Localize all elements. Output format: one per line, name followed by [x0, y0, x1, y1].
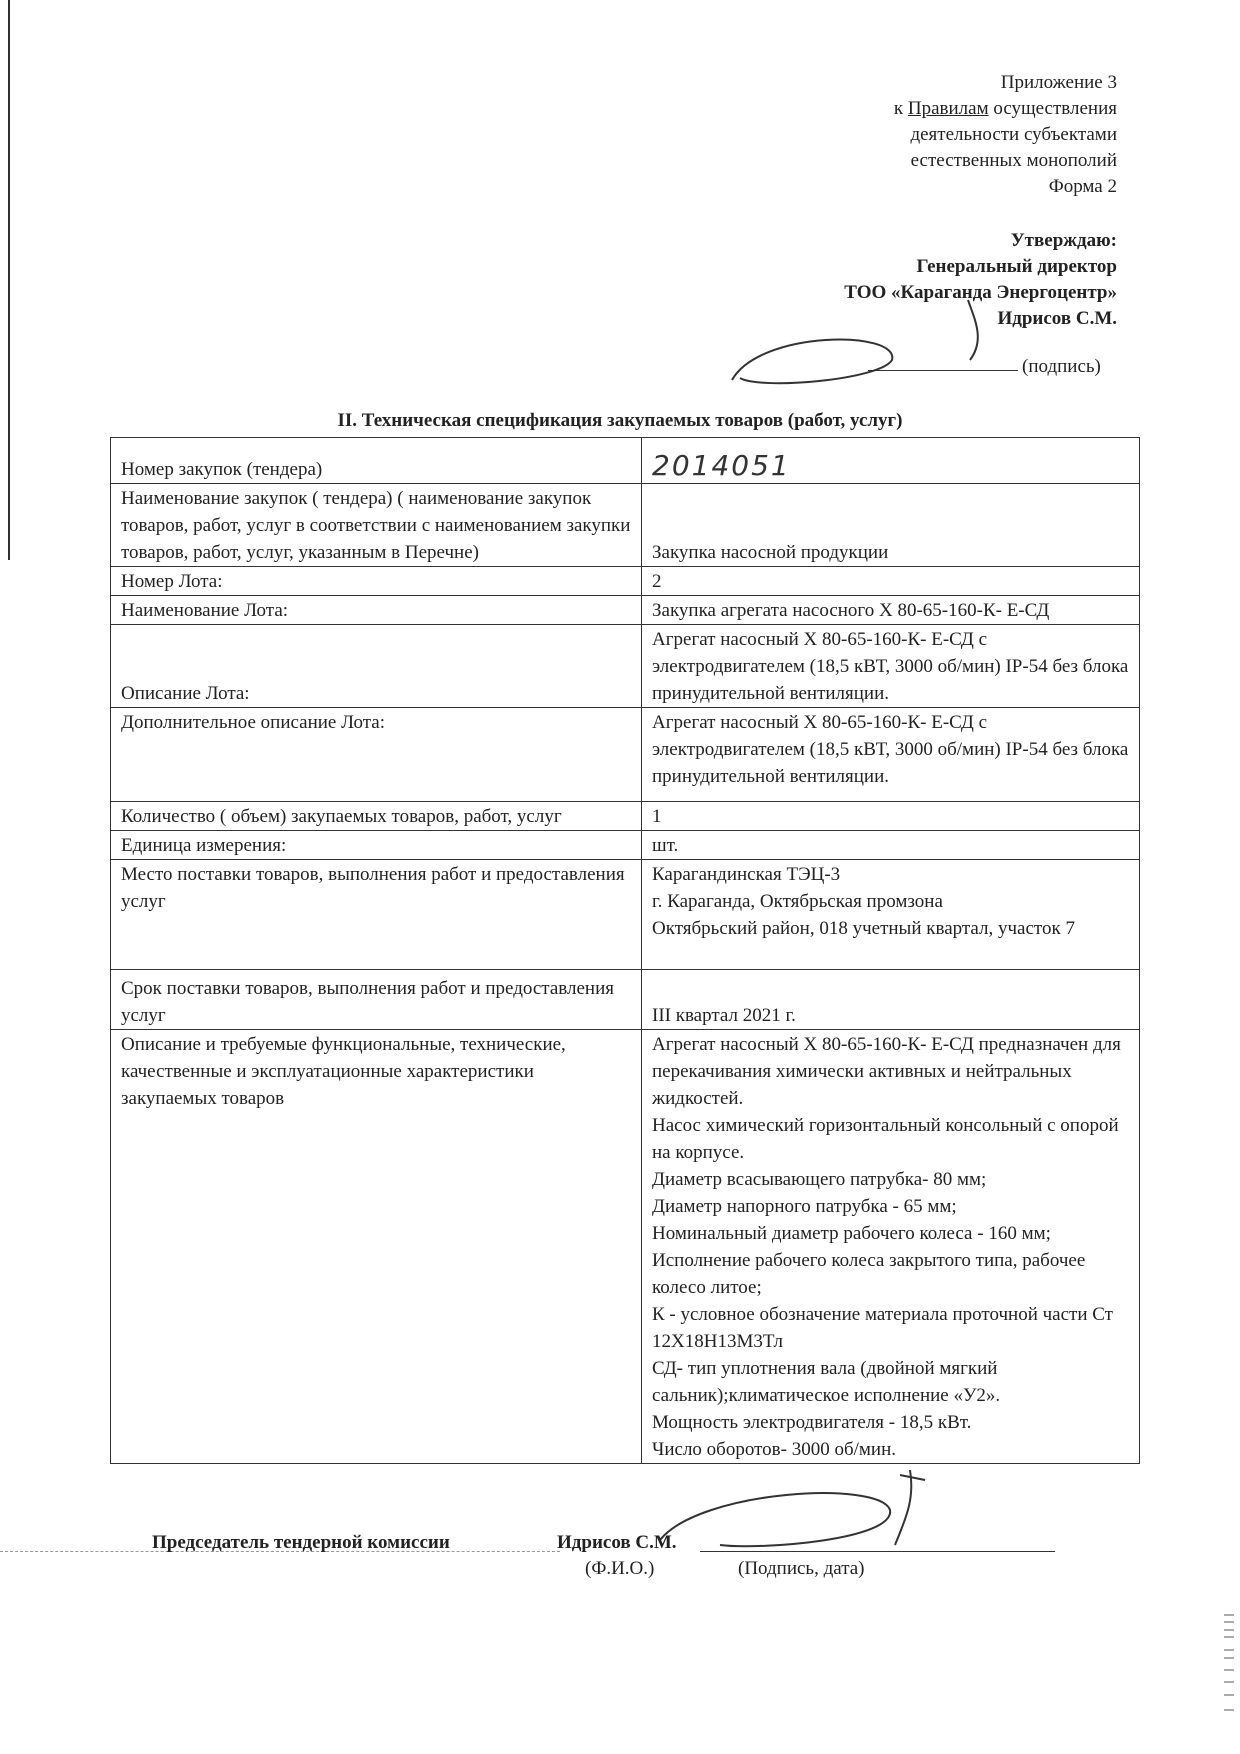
row-label: Описание Лота:: [111, 625, 642, 708]
table-row: [111, 625, 1140, 708]
table-row: [111, 1030, 1140, 1464]
row-value: III квартал 2021 г.: [642, 970, 1140, 1030]
approval-line-3: ТОО «Караганда Энергоцентр»: [844, 282, 1117, 303]
row-label: Количество ( объем) закупаемых товаров, работ, услуг: [111, 802, 642, 831]
table-row: [111, 860, 1140, 970]
spec-line: Номинальный диаметр рабочего колеса - 160 мм;: [652, 1223, 1051, 1244]
row-label: Номер Лота:: [111, 567, 642, 596]
row-label: Срок поставки товаров, выполнения работ и предоставления услуг: [111, 970, 642, 1030]
row-label: Место поставки товаров, выполнения работ и предоставления услуг: [111, 860, 642, 970]
row-value: шт.: [642, 831, 1140, 860]
row-value: [642, 1030, 1140, 1464]
chair-label: Председатель тендерной комиссии: [152, 1532, 450, 1553]
appendix-line-4: естественных монополий: [910, 150, 1117, 171]
table-row: [111, 596, 1140, 625]
row-label: Описание и требуемые функциональные, технические, качественные и эксплуатационные характеристики закупаемых товаров: [111, 1030, 642, 1464]
table-row: [111, 802, 1140, 831]
row-value: Закупка насосной продукции: [642, 484, 1140, 567]
row-label: Единица измерения:: [111, 831, 642, 860]
fio-caption: (Ф.И.О.): [585, 1558, 655, 1579]
spec-line: Насос химический горизонтальный консольный с опорой на корпусе.: [652, 1115, 1119, 1163]
spec-line: Диаметр напорного патрубка - 65 мм;: [652, 1196, 957, 1217]
table-row: [111, 831, 1140, 860]
signature-date-caption: (Подпись, дата): [738, 1558, 865, 1579]
table-row: [111, 708, 1140, 802]
appendix-prefix: к: [893, 98, 908, 119]
row-value: 2: [642, 567, 1140, 596]
spec-title: II. Техническая спецификация закупаемых товаров (работ, услуг): [337, 410, 903, 431]
handwritten-tender-number: 2014051: [652, 449, 791, 482]
spec-line: Мощность электродвигателя - 18,5 кВт.: [652, 1412, 972, 1433]
spec-line: К - условное обозначение материала проточной части Ст 12Х18Н13М3Тл: [652, 1304, 1113, 1352]
chair-name: Идрисов С.М.: [557, 1532, 677, 1553]
delivery-place-line: г. Караганда, Октябрьская промзона: [652, 891, 943, 912]
table-row: [111, 970, 1140, 1030]
appendix-line-1: Приложение 3: [1000, 72, 1117, 93]
rules-link[interactable]: Правилам: [907, 98, 989, 119]
appendix-suffix: осуществления: [988, 98, 1117, 119]
appendix-line-3: деятельности субъектами: [910, 124, 1117, 145]
table-row: [111, 484, 1140, 567]
spec-line: Число оборотов- 3000 об/мин.: [652, 1439, 897, 1460]
row-value: [642, 438, 1140, 484]
row-label: Номер закупок (тендера): [111, 438, 642, 484]
footer-signature-stroke: [660, 1470, 925, 1546]
spec-line: Исполнение рабочего колеса закрытого типа, рабочее колесо литое;: [652, 1250, 1086, 1298]
row-label: Дополнительное описание Лота:: [111, 708, 642, 802]
spec-line: Агрегат насосный Х 80-65-160-К- Е-СД предназначен для перекачивания химически активных и нейтральных жидкостей.: [652, 1034, 1121, 1109]
row-value: Агрегат насосный Х 80-65-160-К- Е-СД с электродвигателем (18,5 кВТ, 3000 об/мин) IP-54 без блока принудительной вентиляции.: [642, 708, 1140, 802]
scan-margin-marks: [1222, 1610, 1236, 1730]
approval-line-4: Идрисов С.М.: [997, 308, 1117, 329]
approval-signature-caption: (подпись): [1022, 356, 1101, 377]
approval-line-1: Утверждаю:: [1010, 230, 1117, 251]
row-value: Закупка агрегата насосного Х 80-65-160-К- Е-СД: [642, 596, 1140, 625]
delivery-place-line: Октябрьский район, 018 учетный квартал, участок 7: [652, 918, 1075, 939]
spec-table: [110, 437, 1140, 1464]
table-row: [111, 567, 1140, 596]
approval-signature-stroke: [732, 300, 978, 383]
row-label: Наименование закупок ( тендера) ( наименование закупок товаров, работ, услуг в соответствии с наименованием закупки товаров, работ, услуг, указанным в Перечне): [111, 484, 642, 567]
approval-line-2: Генеральный директор: [916, 256, 1117, 277]
row-label: Наименование Лота:: [111, 596, 642, 625]
row-value: 1: [642, 802, 1140, 831]
spec-line: СД- тип уплотнения вала (двойной мягкий сальник);климатическое исполнение «У2».: [652, 1358, 1001, 1406]
appendix-line-5: Форма 2: [1048, 176, 1117, 197]
row-value: [642, 860, 1140, 970]
spec-line: Диаметр всасывающего патрубка- 80 мм;: [652, 1169, 987, 1190]
table-row: [111, 438, 1140, 484]
row-value: Агрегат насосный Х 80-65-160-К- Е-СД с электродвигателем (18,5 кВТ, 3000 об/мин) IP-54 без блока принудительной вентиляции.: [642, 625, 1140, 708]
chair-signature-line: [700, 1551, 1055, 1552]
delivery-place-line: Карагандинская ТЭЦ-3: [652, 864, 841, 885]
